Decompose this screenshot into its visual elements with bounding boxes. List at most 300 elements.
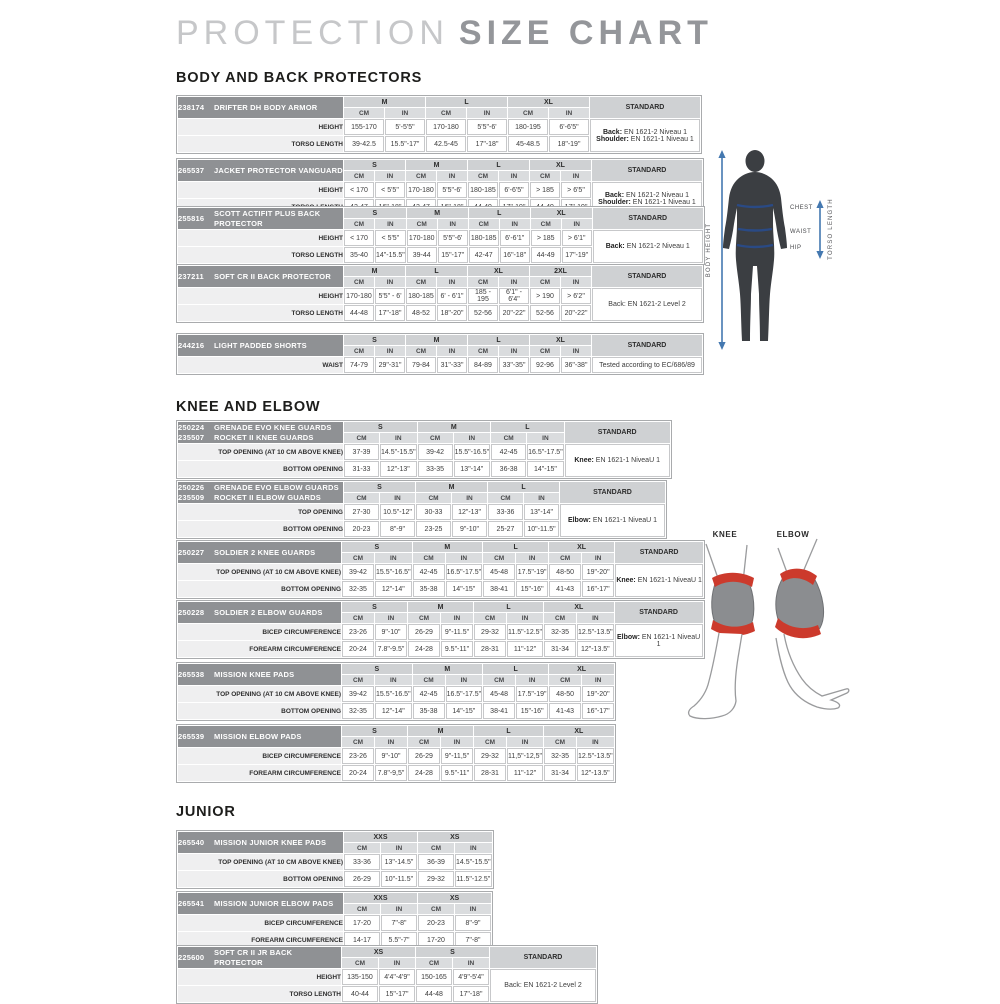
product-id: 265540 [178,837,205,847]
standard-cell: Back: EN 1621-2 Niveau 1 Shoulder: EN 1621-1 Niveau 1 [590,119,700,152]
size-header: L [474,602,543,612]
value-cell: 23-26 [342,624,374,640]
standard-cell: Tested according to EC/686/89 [592,357,702,373]
value-cell: 19"-20" [582,686,614,702]
table-grenade-evo-rocket-knee-guards [176,420,672,479]
section-heading-knee-and-elbow: KNEE AND ELBOW [176,399,321,415]
page-title-light: PROTECTION [176,14,449,52]
value-cell: 20-23 [418,915,454,931]
product-id: 265541 [178,898,205,908]
size-header: XL [549,542,614,552]
section-heading-junior: JUNIOR [176,804,236,820]
unit-header: IN [375,675,412,685]
size-header: M [344,97,425,107]
value-cell: 11.5"-12.5" [455,871,492,887]
product-header [178,893,343,914]
size-header: XL [544,602,614,612]
value-cell: 17"-18" [375,305,405,321]
value-cell: 45-48.5 [508,136,548,152]
row-label: BOTTOM OPENING [178,871,343,887]
unit-header: CM [474,613,506,623]
value-cell: 14"-15" [446,581,483,597]
product-id: 250228 [178,607,205,617]
value-cell: 16.5"-17.5" [446,686,483,702]
value-cell: 31"-33" [437,357,467,373]
value-cell: 16"-18" [500,247,530,263]
unit-header: IN [467,108,507,118]
value-cell: 15.5"-16.5" [454,444,491,460]
size-header: L [483,542,548,552]
value-cell: 18"-19" [549,136,589,152]
unit-header: CM [342,958,378,968]
unit-header: CM [344,843,380,853]
product-header [178,266,343,287]
value-cell: < 5'5" [375,230,406,246]
value-cell: 10.5"-12" [380,504,415,520]
unit-header: CM [408,737,440,747]
size-header: L [469,208,530,218]
value-cell: 32-35 [544,748,576,764]
unit-header: CM [406,171,436,181]
product-name: SOFT CR II BACK PROTECTOR [214,271,331,281]
unit-header: IN [437,346,467,356]
value-cell: 9"-10" [452,521,487,537]
size-header: S [342,726,407,736]
unit-header: CM [549,553,581,563]
value-cell: 15"-16" [516,581,548,597]
standard-header: STANDARD [615,602,703,623]
unit-header: CM [426,108,466,118]
unit-header: CM [530,346,560,356]
unit-header: CM [407,219,437,229]
product-name: ROCKET II ELBOW GUARDS [214,492,321,502]
value-cell: 17"-19" [562,247,592,263]
elbow-pad-illustration [775,539,849,709]
value-cell: 39-42.5 [344,136,384,152]
product-id: 238174 [178,102,205,112]
unit-header: CM [508,108,548,118]
table-mission-junior-knee-pads [176,830,494,889]
unit-header: CM [483,553,515,563]
unit-header: CM [344,433,379,443]
unit-header: IN [516,553,548,563]
value-cell: > 190 [530,288,560,304]
size-header: M [408,726,473,736]
product-id: 250226 [178,482,205,492]
unit-header: IN [381,843,417,853]
page-title-bold: SIZE CHART [458,14,713,52]
unit-header: IN [375,277,405,287]
value-cell: 26-29 [408,624,440,640]
size-header: S [344,422,417,432]
value-cell: 155-170 [344,119,384,135]
product-header [178,422,343,443]
unit-header: IN [453,958,489,968]
body-measurement-figure [700,145,895,397]
value-cell: 38-41 [483,703,515,719]
size-header: S [344,335,405,345]
value-cell: 13"-14.5" [381,854,417,870]
value-cell: 39-42 [342,686,374,702]
value-cell: 45-48 [483,564,515,580]
value-cell: 29-32 [474,748,506,764]
row-label: TOP OPENING (AT 10 CM ABOVE KNEE) [178,686,341,702]
value-cell: 30-33 [416,504,451,520]
value-cell: 29"-31" [375,357,405,373]
unit-header: CM [408,613,440,623]
standard-cell: Back: EN 1621-2 Level 2 [592,288,702,321]
value-cell: 7"-8" [381,915,417,931]
table-mission-knee-pads [176,662,616,721]
product-name: MISSION KNEE PADS [214,669,295,679]
value-cell: 11,5"-12,5" [507,748,543,764]
value-cell: 52-56 [530,305,560,321]
size-header: XL [530,160,591,170]
value-cell: 180-185 [469,230,499,246]
size-table-265540 [176,830,494,889]
waist-label: WAIST [790,229,812,235]
product-id: 255816 [178,213,205,223]
value-cell: 12"-13" [452,504,487,520]
product-name: GRENADE EVO ELBOW GUARDS [214,482,339,492]
value-cell: 180-195 [508,119,548,135]
row-label: BICEP CIRCUMFERENCE [178,624,341,640]
value-cell: 10"-11.5" [381,871,417,887]
value-cell: 15"-17" [438,247,468,263]
unit-header: CM [418,433,453,443]
product-name: LIGHT PADDED SHORTS [214,340,307,350]
value-cell: 170-180 [406,182,436,198]
row-label: FOREARM CIRCUMFERENCE [178,932,343,948]
value-cell: 20-24 [342,765,374,781]
table-soldier-2-elbow-guards [176,600,705,659]
value-cell: 39-42 [342,564,374,580]
value-cell: 15"-16" [516,703,548,719]
value-cell: 12"-14" [375,581,412,597]
value-cell: 11.5"-12.5" [507,624,543,640]
size-header: XL [508,97,589,107]
product-name: GRENADE EVO KNEE GUARDS [214,422,332,432]
value-cell: 13"-14" [454,461,491,477]
value-cell: 170-180 [407,230,437,246]
value-cell: 6'-6'5" [549,119,589,135]
value-cell: 15.5"-16.5" [375,686,412,702]
standard-header: STANDARD [593,208,703,229]
value-cell: 28-31 [474,641,506,657]
unit-header: IN [561,171,591,181]
body-silhouette-icon [700,145,895,397]
unit-header: IN [375,346,405,356]
table-drifter-dh-body-armor [176,95,702,154]
value-cell: 33"-35" [499,357,529,373]
value-cell: 170-180 [426,119,466,135]
torso-length-label: TORSO LENGTH [828,198,834,260]
value-cell: 5'5"-6' [467,119,507,135]
value-cell: 15"-17" [379,986,415,1002]
value-cell: 14.5"-15.5" [380,444,417,460]
unit-header: IN [375,553,412,563]
product-name: MISSION JUNIOR ELBOW PADS [214,898,334,908]
row-label: BOTTOM OPENING [178,581,341,597]
row-label: BOTTOM OPENING [178,461,343,477]
value-cell: 29-32 [474,624,506,640]
product-name: SCOTT ACTIFIT PLUS BACK PROTECTOR [214,208,321,228]
value-cell: 48-50 [549,686,581,702]
size-header: L [426,97,507,107]
value-cell: 9"-11,5" [441,748,473,764]
value-cell: 12.5"-13.5" [577,624,614,640]
row-label: TOP OPENING (AT 10 CM ABOVE KNEE) [178,564,341,580]
product-name: JACKET PROTECTOR VANGUARD [214,165,343,175]
product-header [178,335,343,356]
table-mission-junior-elbow-pads [176,891,493,950]
value-cell: 180-185 [468,182,498,198]
value-cell: 24-28 [408,641,440,657]
standard-header: STANDARD [590,97,700,118]
value-cell: 17.5"-19" [516,686,548,702]
unit-header: IN [562,219,592,229]
size-header: XL [468,266,529,276]
size-header: XS [418,893,491,903]
value-cell: < 170 [344,182,374,198]
product-name: SOLDIER 2 KNEE GUARDS [214,547,316,557]
unit-header: CM [544,737,576,747]
value-cell: 7.8"-9.5" [375,641,407,657]
value-cell: 44-49 [531,247,561,263]
product-name: MISSION ELBOW PADS [214,731,302,741]
product-header [178,726,341,747]
knee-elbow-pads-figure [686,526,886,796]
row-label: WAIST [178,357,343,373]
value-cell: 38-41 [483,581,515,597]
unit-header: CM [344,493,379,503]
value-cell: 37-39 [344,444,379,460]
value-cell: 14"-15" [446,703,483,719]
size-table-250227 [176,540,705,599]
product-id: 265537 [178,165,205,175]
size-header: XL [549,664,614,674]
knee-pad-label: KNEE [712,530,738,539]
product-id: 250227 [178,547,205,557]
size-table-250228 [176,600,705,659]
value-cell: 32-35 [342,703,374,719]
size-header: S [344,208,406,218]
unit-header: CM [344,277,374,287]
size-table-237211 [176,264,704,323]
standard-header: STANDARD [592,160,702,181]
value-cell: 32-35 [342,581,374,597]
size-header: M [418,422,491,432]
size-table-244216 [176,333,704,375]
size-header: M [406,335,467,345]
standard-cell: Knee: EN 1621-1 NiveaU 1 [565,444,670,477]
standard-cell: Elbow: EN 1621-1 NiveaU 1 [615,624,703,657]
unit-header: IN [549,108,589,118]
unit-header: CM [344,171,374,181]
size-header: L [483,664,548,674]
value-cell: 29-32 [418,871,454,887]
value-cell: 180-185 [406,288,436,304]
unit-header: CM [413,553,445,563]
value-cell: > 185 [531,230,561,246]
value-cell: 35-38 [413,581,445,597]
value-cell: 40-44 [342,986,378,1002]
value-cell: 11"-12" [507,765,543,781]
value-cell: 16"-17" [582,703,614,719]
value-cell: 17"-18" [467,136,507,152]
unit-header: CM [342,675,374,685]
value-cell: 14-17 [344,932,380,948]
row-label: HEIGHT [178,182,343,198]
unit-header: IN [516,675,548,685]
value-cell: 26-29 [408,748,440,764]
body-height-label: BODY HEIGHT [706,222,712,278]
row-label: HEIGHT [178,288,343,304]
value-cell: 14"-15" [527,461,564,477]
standard-header: STANDARD [592,266,702,287]
standard-header: STANDARD [615,542,703,563]
row-label: TOP OPENING (AT 10 CM ABOVE KNEE) [178,854,343,870]
size-header: M [406,160,467,170]
table-soldier-2-knee-guards [176,540,705,599]
size-header: L [468,335,529,345]
value-cell: 16.5"-17.5" [446,564,483,580]
product-header [178,482,343,503]
knee-elbow-pads-icon [686,526,886,796]
size-header: M [416,482,487,492]
size-table-265538 [176,662,616,721]
product-name: SOLDIER 2 ELBOW GUARDS [214,607,323,617]
section-heading-body-and-back: BODY AND BACK PROTECTORS [176,70,423,86]
value-cell: 45-48 [483,686,515,702]
value-cell: 36"-38" [561,357,591,373]
product-header [178,602,341,623]
unit-header: CM [416,493,451,503]
row-label: HEIGHT [178,119,343,135]
product-id: 265539 [178,731,205,741]
value-cell: 6'1" - 6'4" [499,288,529,304]
row-label: BICEP CIRCUMFERENCE [178,748,341,764]
row-label: TORSO LENGTH [178,305,343,321]
value-cell: 23-26 [342,748,374,764]
unit-header: IN [437,171,467,181]
unit-header: CM [530,171,560,181]
unit-header: IN [499,346,529,356]
size-header: XS [342,947,415,957]
value-cell: 39-44 [407,247,437,263]
value-cell: > 6'5" [561,182,591,198]
value-cell: 8"-9" [380,521,415,537]
unit-header: IN [577,737,614,747]
size-table-265541 [176,891,493,950]
unit-header: IN [375,737,407,747]
product-header [178,542,341,563]
knee-pad-illustration [689,544,755,719]
value-cell: 44-48 [344,305,374,321]
value-cell: 6'-6'5" [499,182,529,198]
row-label: BOTTOM OPENING [178,703,341,719]
value-cell: 17-20 [418,932,454,948]
value-cell: 44-48 [416,986,452,1002]
value-cell: 35-38 [413,703,445,719]
product-id: 225600 [178,952,205,962]
product-header [178,160,343,181]
row-label: FOREARM CIRCUMFERENCE [178,765,341,781]
value-cell: 170-180 [344,288,374,304]
size-table-238174 [176,95,702,154]
unit-header: CM [469,219,499,229]
size-header: XXS [344,893,417,903]
standard-header: STANDARD [592,335,702,356]
value-cell: 27-30 [344,504,379,520]
product-id: 235507 [178,432,205,442]
value-cell: 28-31 [474,765,506,781]
size-header: S [344,482,415,492]
unit-header: IN [379,958,415,968]
value-cell: 5'5"-6' [438,230,468,246]
value-cell: 17.5"-19" [516,564,548,580]
value-cell: 9.5"-11" [441,765,473,781]
value-cell: 9"-10" [375,624,407,640]
size-table-250226 [176,480,667,539]
value-cell: 42-45 [413,686,445,702]
size-header: L [406,266,467,276]
unit-header: CM [549,675,581,685]
unit-header: CM [488,493,523,503]
unit-header: IN [455,843,492,853]
value-cell: 12"-13" [380,461,417,477]
size-header: S [344,160,405,170]
unit-header: IN [437,277,467,287]
value-cell: 135-150 [342,969,378,985]
value-cell: 84-89 [468,357,498,373]
table-light-padded-shorts [176,333,704,375]
unit-header: IN [561,277,591,287]
unit-header: CM [342,553,374,563]
unit-header: IN [500,219,530,229]
row-label: TORSO LENGTH [178,136,343,152]
unit-header: CM [474,737,506,747]
value-cell: 20-24 [342,641,374,657]
value-cell: 31-34 [544,641,576,657]
value-cell: 20"-22" [499,305,529,321]
value-cell: 23-25 [416,521,451,537]
value-cell: > 185 [530,182,560,198]
product-header [178,664,341,685]
unit-header: IN [446,553,483,563]
value-cell: 14.5"-15.5" [455,854,492,870]
product-name: SOFT CR II JR BACK PROTECTOR [214,947,293,967]
unit-header: CM [344,219,374,229]
value-cell: 20"-22" [561,305,591,321]
unit-header: CM [344,346,374,356]
value-cell: 36-39 [418,854,454,870]
unit-header: IN [381,904,417,914]
unit-header: CM [491,433,526,443]
value-cell: 41-43 [549,581,581,597]
value-cell: 12"-13.5" [577,641,614,657]
size-header: XS [418,832,492,842]
value-cell: 25-27 [488,521,523,537]
size-header: S [416,947,489,957]
value-cell: < 170 [344,230,374,246]
product-header [178,97,343,118]
standard-cell: Back: EN 1621-2 Level 2 [490,969,596,1002]
product-id: 244216 [178,340,205,350]
value-cell: 9"-11.5" [441,624,473,640]
product-id: 235509 [178,492,205,502]
value-cell: 39-42 [418,444,453,460]
